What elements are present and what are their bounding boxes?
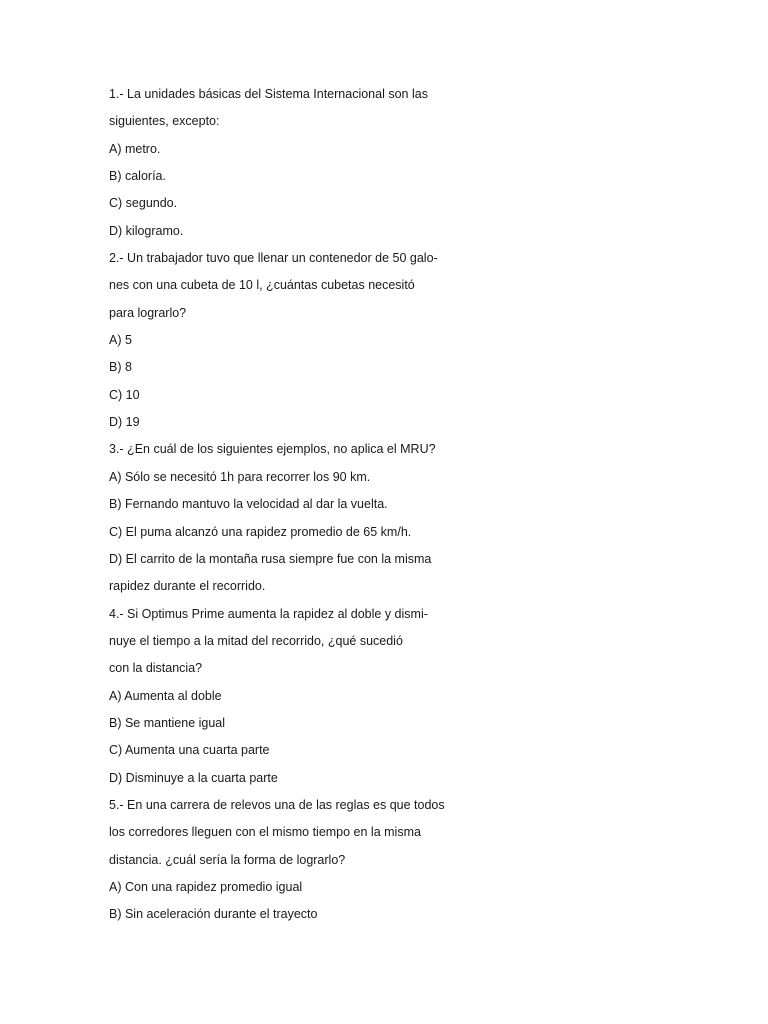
question-3-option-c: C) El puma alcanzó una rapidez promedio de 65 km/h. — [109, 524, 412, 539]
question-2-text-line-1: 2.- Un trabajador tuvo que llenar un contenedor de 50 galo- — [109, 251, 438, 266]
question-5-text-line-3: distancia. ¿cuál sería la forma de lograrlo? — [109, 852, 346, 867]
question-4-text-line-2: nuye el tiempo a la mitad del recorrido, ¿qué sucedió — [109, 633, 403, 648]
question-4-option-a: A) Aumenta al doble — [109, 688, 222, 703]
question-5-text-line-2: los corredores lleguen con el mismo tiempo en la misma — [109, 825, 421, 840]
document-page — [109, 84, 709, 932]
question-1-text-line-2: siguientes, excepto: — [109, 114, 220, 129]
question-3-option-d-line-1: D) El carrito de la montaña rusa siempre fue con la misma — [109, 551, 432, 566]
question-3-text-line-1: 3.- ¿En cuál de los siguientes ejemplos, no aplica el MRU? — [109, 442, 436, 457]
question-5-text-line-1: 5.- En una carrera de relevos una de las reglas es que todos — [109, 797, 445, 812]
question-2-text-line-3: para lograrlo? — [109, 305, 187, 320]
question-2-option-b: B) 8 — [109, 360, 132, 375]
question-4-option-c: C) Aumenta una cuarta parte — [109, 743, 270, 758]
question-3-option-d-line-2: rapidez durante el recorrido. — [109, 579, 266, 594]
question-2-option-c: C) 10 — [109, 387, 140, 402]
question-1-option-a: A) metro. — [109, 141, 161, 156]
question-1-option-b: B) caloría. — [109, 169, 166, 184]
question-2-option-d: D) 19 — [109, 415, 140, 430]
question-2-text-line-2: nes con una cubeta de 10 l, ¿cuántas cubetas necesitó — [109, 278, 415, 293]
question-4-option-b: B) Se mantiene igual — [109, 715, 226, 730]
question-2-option-a: A) 5 — [109, 333, 132, 348]
question-1-option-c: C) segundo. — [109, 196, 178, 211]
question-5-option-b: B) Sin aceleración durante el trayecto — [109, 907, 318, 922]
question-1-text-line-1: 1.- La unidades básicas del Sistema Internacional son las — [109, 87, 428, 101]
question-3-option-a: A) Sólo se necesitó 1h para recorrer los 90 km. — [109, 469, 371, 484]
question-4-text-line-3: con la distancia? — [109, 661, 203, 676]
question-1-option-d: D) kilogramo. — [109, 223, 184, 238]
question-4-option-d: D) Disminuye a la cuarta parte — [109, 770, 278, 785]
question-4-text-line-1: 4.- Si Optimus Prime aumenta la rapidez al doble y dismi- — [109, 606, 428, 621]
question-3-option-b: B) Fernando mantuvo la velocidad al dar la vuelta. — [109, 497, 388, 512]
question-5-option-a: A) Con una rapidez promedio igual — [109, 879, 303, 894]
